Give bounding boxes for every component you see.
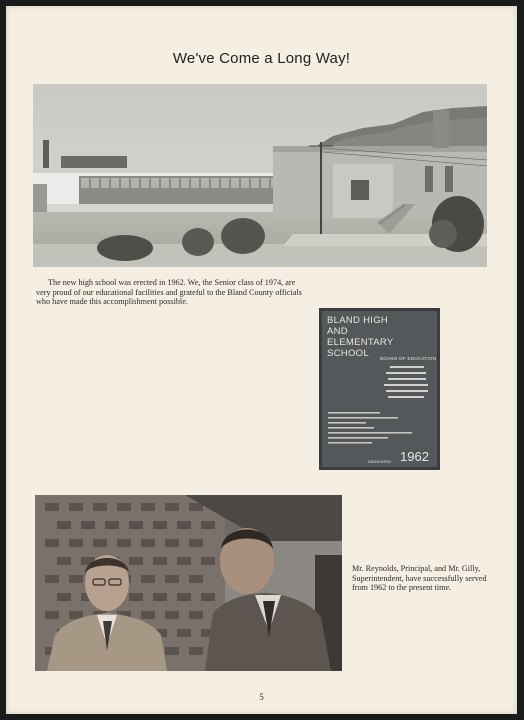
plaque-year: 1962 bbox=[400, 449, 429, 464]
engraved-names-icon bbox=[382, 364, 432, 406]
page-number: 5 bbox=[259, 692, 264, 702]
page-title: We've Come a Long Way! bbox=[172, 50, 351, 67]
plaque-credits-engraving bbox=[328, 410, 428, 452]
engraved-credits-icon bbox=[328, 410, 428, 450]
principals-caption: Mr. Reynolds, Principal, and Mr. Gilly, Superintendent, have successfully served from 1962 to the present time. bbox=[352, 564, 487, 593]
two-men-portrait-icon bbox=[35, 495, 342, 671]
yearbook-page bbox=[6, 6, 517, 714]
plaque-dedicated: DEDICATED bbox=[368, 459, 391, 464]
plaque-names-engraving bbox=[382, 364, 432, 408]
plaque-title: BLAND HIGH AND ELEMENTARY SCHOOL bbox=[327, 315, 394, 359]
school-building-icon bbox=[33, 84, 487, 267]
school-caption: The new high school was erected in 1962. We, the Senior class of 1974, are very proud of our educational facilities and grateful to the Bland County officials who have made this accomplishment possible. bbox=[36, 278, 302, 307]
plaque-board: BOARD OF EDUCATION bbox=[380, 356, 437, 361]
school-building-photo bbox=[33, 84, 487, 267]
principals-photo bbox=[35, 495, 342, 671]
dedication-plaque bbox=[319, 308, 440, 470]
